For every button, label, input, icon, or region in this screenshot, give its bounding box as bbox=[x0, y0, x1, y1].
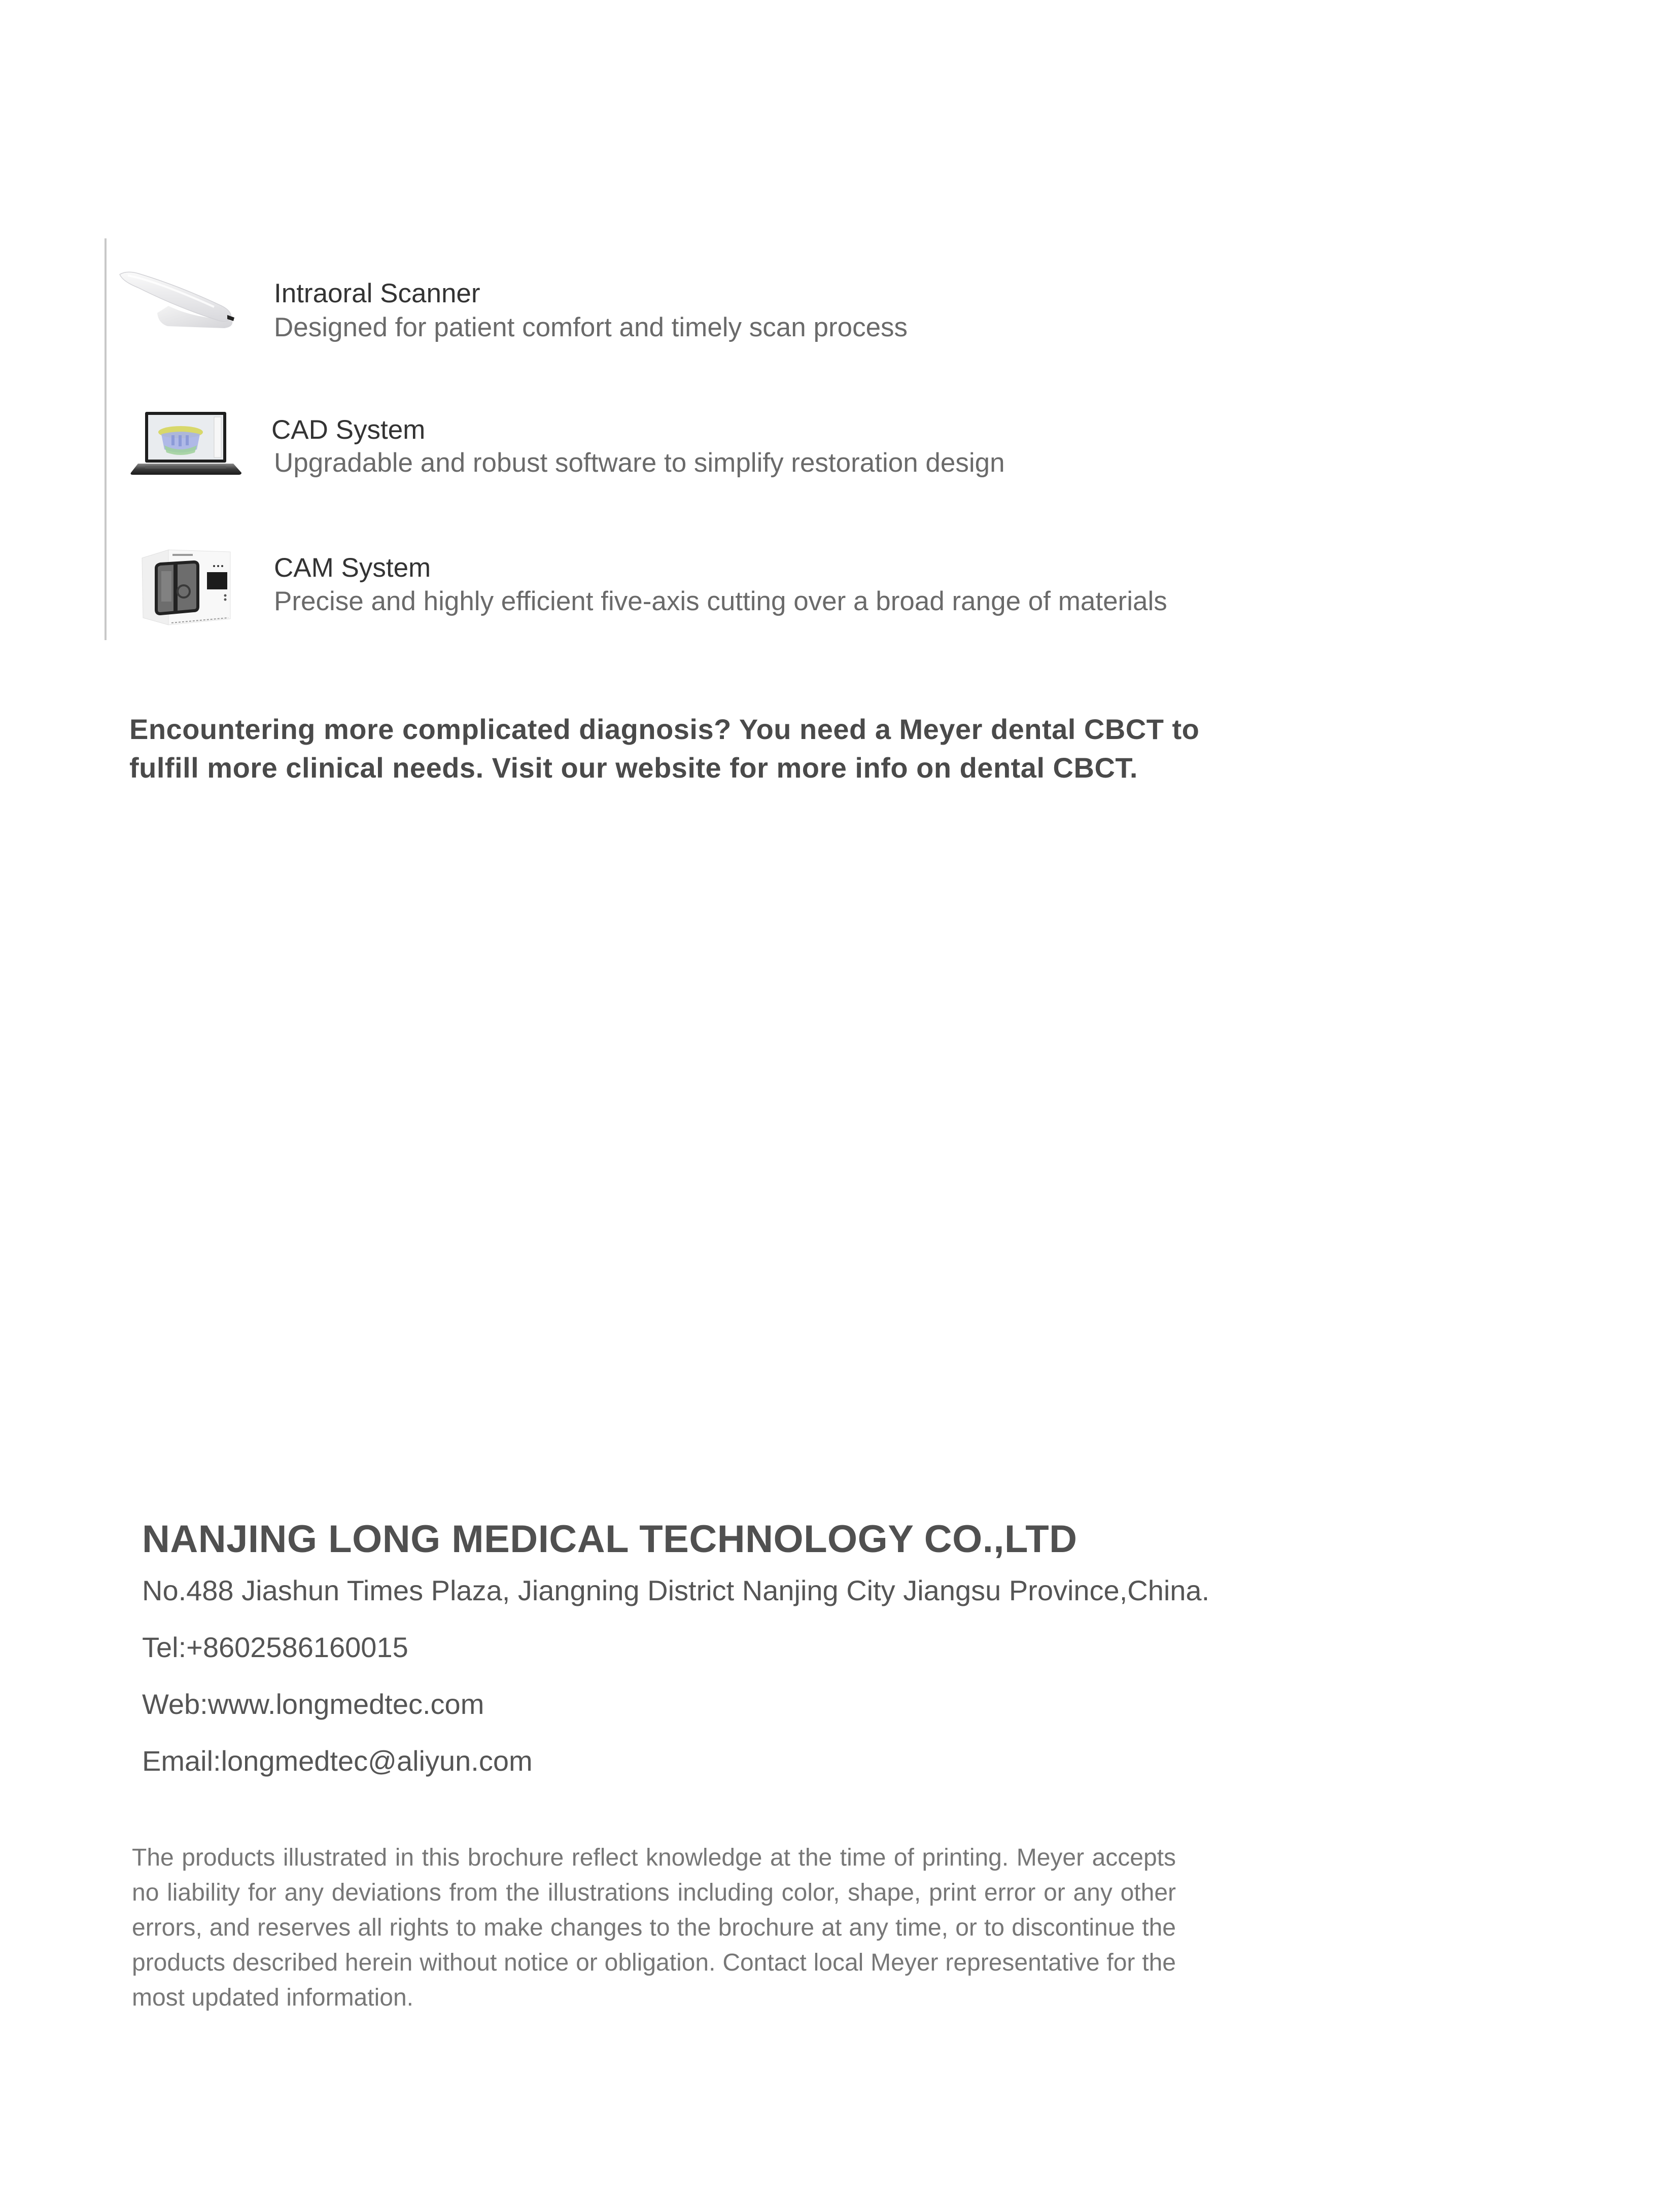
company-name: NANJING LONG MEDICAL TECHNOLOGY CO.,LTD bbox=[142, 1518, 1078, 1561]
product-title: CAM System bbox=[274, 553, 431, 583]
company-phone[interactable]: Tel:+8602586160015 bbox=[142, 1631, 408, 1663]
company-website-link[interactable]: Web:www.longmedtec.com bbox=[142, 1688, 484, 1720]
product-description: Designed for patient comfort and timely scan process bbox=[274, 312, 908, 342]
disclaimer-text: The products illustrated in this brochure reflect knowledge at the time of printing. Meyer accepts no liability for any deviations from the illustrations including color, shape, print error or any other errors, and reserves all rights to make changes to the brochure at any time, or to discontinue the products described herein without notice or obligation. Contact local Meyer representative for the most updated information. bbox=[132, 1844, 1176, 2011]
product-description: Precise and highly efficient five-axis cutting over a broad range of materials bbox=[274, 586, 1167, 616]
cad-laptop-icon bbox=[130, 409, 242, 478]
product-title: CAD System bbox=[271, 415, 426, 445]
intraoral-scanner-icon bbox=[118, 266, 247, 332]
cam-milling-machine-icon bbox=[138, 543, 234, 628]
product-title: Intraoral Scanner bbox=[274, 278, 480, 308]
vertical-divider bbox=[105, 238, 107, 640]
cbct-call-to-action bbox=[129, 710, 1296, 787]
cta-line-2: fulfill more clinical needs. Visit our website for more info on dental CBCT. bbox=[129, 752, 1138, 784]
cta-line-1: Encountering more complicated diagnosis? You need a Meyer dental CBCT to bbox=[129, 713, 1200, 745]
company-email-link[interactable]: Email:longmedtec@aliyun.com bbox=[142, 1745, 533, 1777]
company-address: No.488 Jiashun Times Plaza, Jiangning District Nanjing City Jiangsu Province,China. bbox=[142, 1574, 1210, 1606]
product-description: Upgradable and robust software to simplify restoration design bbox=[274, 448, 1005, 478]
